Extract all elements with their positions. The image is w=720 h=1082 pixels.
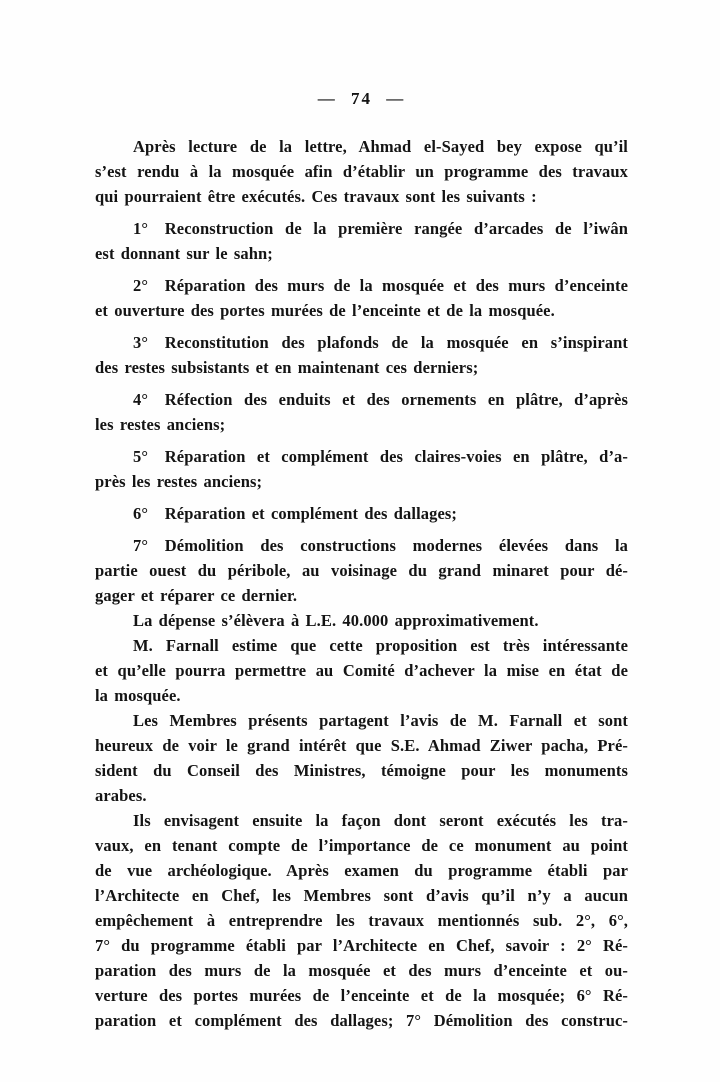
text-line: partie ouest du péribole, au voisinage du grand minaret pour dé-	[95, 561, 628, 580]
text-line: heureux de voir le grand intérêt que S.E. Ahmad Ziwer pacha, Pré-	[95, 736, 628, 755]
text-line: qui pourraient être exécutés. Ces travaux sont les suivants :	[95, 187, 537, 206]
numbered-item-5	[95, 444, 628, 494]
text-line: Ils envisagent ensuite la façon dont seront exécutés les tra-	[133, 811, 628, 830]
text-line: les restes anciens;	[95, 415, 226, 434]
text-line: Les Membres présents partagent l’avis de M. Farnall et sont	[133, 711, 628, 730]
text-line: verture des portes murées de l’enceinte et de la mosquée; 6° Ré-	[95, 986, 628, 1005]
text-line: Après lecture de la lettre, Ahmad el-Sayed bey expose qu’il	[133, 137, 628, 156]
text-line: paration des murs de la mosquée et des murs d’enceinte et ou-	[95, 961, 628, 980]
text-line: sident du Conseil des Ministres, témoigne pour les monuments	[95, 761, 628, 780]
text-line: de vue archéologique. Après examen du programme établi par	[95, 861, 628, 880]
paragraph-farnall	[95, 633, 628, 708]
text-line: l’Architecte en Chef, les Membres sont d’avis qu’il n’y a aucun	[95, 886, 628, 905]
text-line: arabes.	[95, 786, 147, 805]
numbered-item-1	[95, 216, 628, 266]
text-column	[95, 86, 628, 1033]
page-number: — 74 —	[317, 89, 406, 108]
paragraph-travaux	[95, 808, 628, 1033]
text-line: 5° Réparation et complément des claires-voies en plâtre, d’a-	[133, 447, 628, 466]
text-line: la mosquée.	[95, 686, 181, 705]
text-line: 4° Réfection des enduits et des ornements en plâtre, d’après	[133, 390, 628, 409]
numbered-item-2	[95, 273, 628, 323]
text-line: La dépense s’élèvera à L.E. 40.000 approximativement.	[133, 611, 539, 630]
numbered-item-7	[95, 533, 628, 608]
text-line: 6° Réparation et complément des dallages;	[133, 504, 458, 523]
text-line: 3° Reconstitution des plafonds de la mosquée en s’inspirant	[133, 333, 628, 352]
text-line: 7° du programme établi par l’Architecte en Chef, savoir : 2° Ré-	[95, 936, 628, 955]
text-line: près les restes anciens;	[95, 472, 263, 491]
numbered-item-3	[95, 330, 628, 380]
paragraph-expense	[95, 608, 628, 633]
text-line: des restes subsistants et en maintenant ces derniers;	[95, 358, 479, 377]
numbered-item-4	[95, 387, 628, 437]
text-line: et qu’elle pourra permettre au Comité d’achever la mise en état de	[95, 661, 628, 680]
text-line: 7° Démolition des constructions modernes élevées dans la	[133, 536, 628, 555]
text-line: vaux, en tenant compte de l’importance de ce monument au point	[95, 836, 628, 855]
text-line: est donnant sur le sahn;	[95, 244, 273, 263]
paragraph-membres	[95, 708, 628, 808]
text-line: s’est rendu à la mosquée afin d’établir un programme des travaux	[95, 162, 628, 181]
text-line: 1° Reconstruction de la première rangée d’arcades de l’iwân	[133, 219, 628, 238]
text-line: 2° Réparation des murs de la mosquée et des murs d’enceinte	[133, 276, 628, 295]
numbered-item-6	[95, 501, 628, 526]
paragraph-intro	[95, 134, 628, 209]
text-line: empêchement à entreprendre les travaux mentionnés sub. 2°, 6°,	[95, 911, 628, 930]
text-line: paration et complément des dallages; 7° Démolition des construc-	[95, 1011, 628, 1030]
text-line: et ouverture des portes murées de l’enceinte et de la mosquée.	[95, 301, 555, 320]
text-line: gager et réparer ce dernier.	[95, 586, 298, 605]
text-line: M. Farnall estime que cette proposition est très intéressante	[133, 636, 628, 655]
